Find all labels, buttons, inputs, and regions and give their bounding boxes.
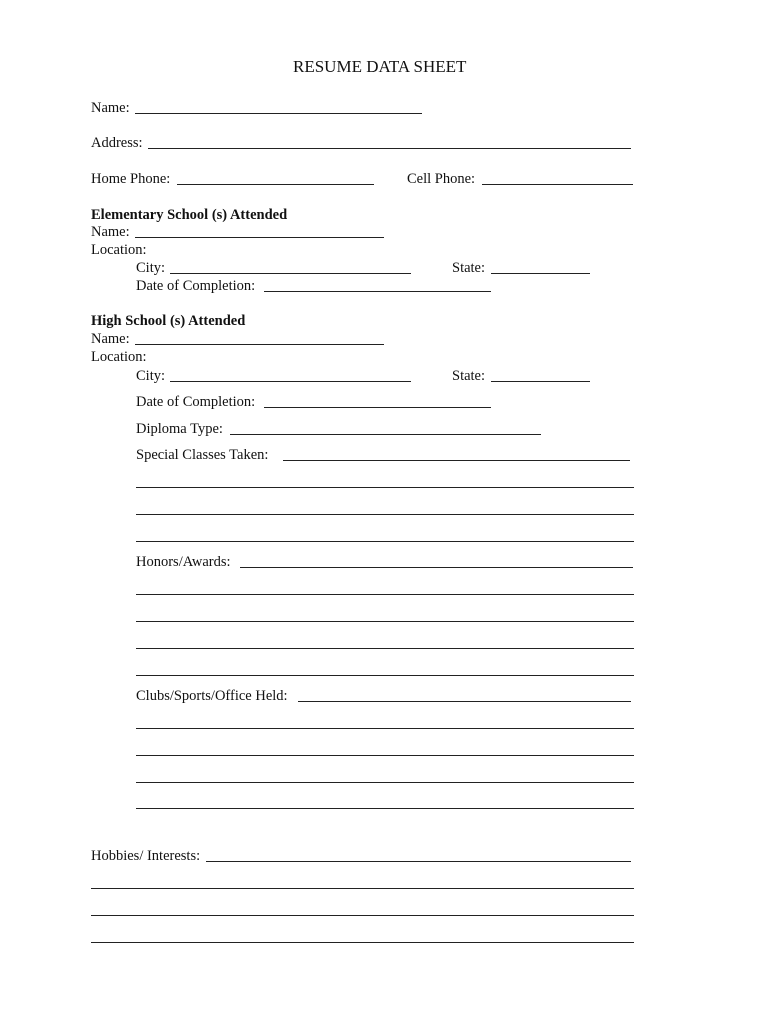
name-field[interactable]	[135, 113, 422, 114]
clubs-sports-label: Clubs/Sports/Office Held:	[136, 688, 288, 704]
special-classes-label: Special Classes Taken:	[136, 447, 269, 463]
elementary-heading: Elementary School (s) Attended	[91, 207, 288, 223]
honors-awards-line[interactable]	[136, 648, 634, 649]
hobbies-field[interactable]	[206, 861, 631, 862]
special-classes-field[interactable]	[283, 460, 630, 461]
page-title: RESUME DATA SHEET	[293, 57, 467, 76]
special-classes-line[interactable]	[136, 514, 634, 515]
high-school-heading: High School (s) Attended	[91, 313, 246, 329]
elementary-location-label: Location:	[91, 242, 147, 258]
hobbies-line[interactable]	[91, 888, 634, 889]
high-school-city-field[interactable]	[170, 381, 411, 382]
high-school-completion-label: Date of Completion:	[136, 394, 256, 410]
hobbies-label: Hobbies/ Interests:	[91, 848, 201, 864]
address-field[interactable]	[148, 148, 631, 149]
address-label: Address:	[91, 135, 143, 151]
clubs-sports-line[interactable]	[136, 728, 634, 729]
high-school-state-label: State:	[452, 368, 486, 384]
elementary-name-field[interactable]	[135, 237, 384, 238]
elementary-state-label: State:	[452, 260, 486, 276]
honors-awards-line[interactable]	[136, 621, 634, 622]
elementary-name-label: Name:	[91, 224, 130, 240]
clubs-sports-line[interactable]	[136, 808, 634, 809]
elementary-completion-label: Date of Completion:	[136, 278, 256, 294]
honors-awards-label: Honors/Awards:	[136, 554, 231, 570]
clubs-sports-line[interactable]	[136, 782, 634, 783]
special-classes-line[interactable]	[136, 487, 634, 488]
honors-awards-line[interactable]	[136, 675, 634, 676]
high-school-state-field[interactable]	[491, 381, 590, 382]
home-phone-field[interactable]	[177, 184, 374, 185]
hobbies-line[interactable]	[91, 915, 634, 916]
high-school-name-label: Name:	[91, 331, 130, 347]
special-classes-line[interactable]	[136, 541, 634, 542]
elementary-state-field[interactable]	[491, 273, 590, 274]
high-school-city-label: City:	[136, 368, 166, 384]
elementary-city-field[interactable]	[170, 273, 411, 274]
clubs-sports-line[interactable]	[136, 755, 634, 756]
honors-awards-field[interactable]	[240, 567, 633, 568]
honors-awards-line[interactable]	[136, 594, 634, 595]
name-label: Name:	[91, 100, 130, 116]
cell-phone-field[interactable]	[482, 184, 633, 185]
hobbies-line[interactable]	[91, 942, 634, 943]
home-phone-label: Home Phone:	[91, 171, 171, 187]
diploma-type-label: Diploma Type:	[136, 421, 223, 437]
clubs-sports-field[interactable]	[298, 701, 631, 702]
elementary-completion-field[interactable]	[264, 291, 491, 292]
diploma-type-field[interactable]	[230, 434, 541, 435]
high-school-name-field[interactable]	[135, 344, 384, 345]
elementary-city-label: City:	[136, 260, 166, 276]
high-school-location-label: Location:	[91, 349, 147, 365]
high-school-completion-field[interactable]	[264, 407, 491, 408]
cell-phone-label: Cell Phone:	[407, 171, 476, 187]
